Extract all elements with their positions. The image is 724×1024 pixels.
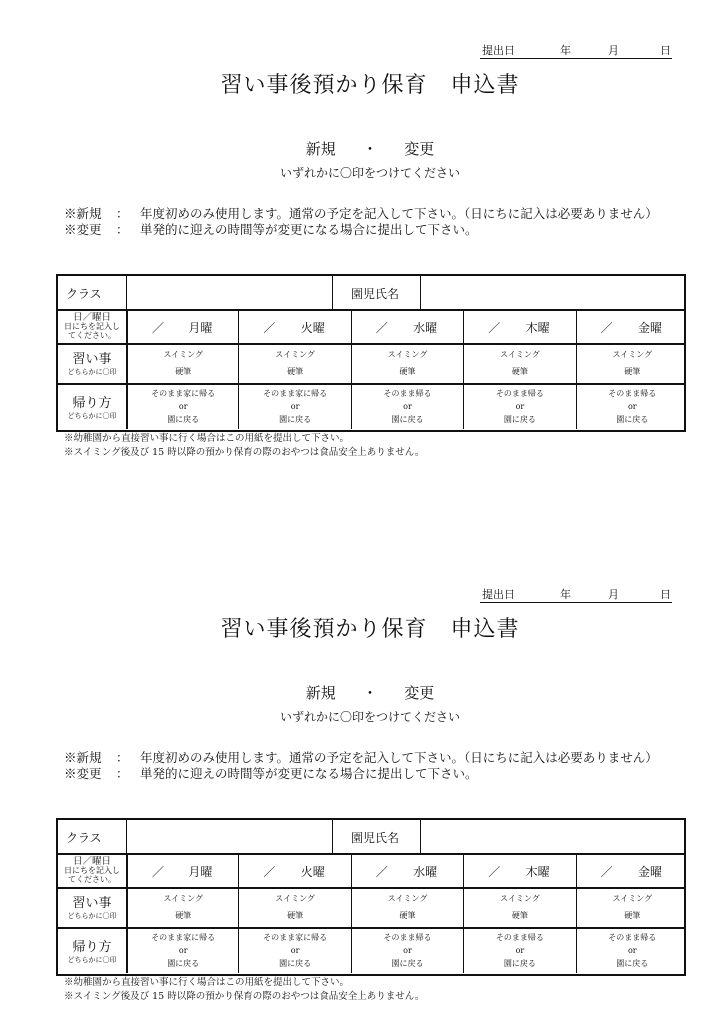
- date-label: 提出日: [482, 44, 515, 57]
- child-name-label: 園児氏名: [351, 287, 400, 301]
- calligraphy-option[interactable]: 硬筆: [175, 367, 192, 376]
- day-header-title: 日／曜日: [72, 312, 111, 323]
- class-input[interactable]: [126, 820, 332, 853]
- lesson-choice-cell: [238, 889, 350, 927]
- weekday-label: 金曜: [637, 320, 662, 335]
- swimming-option[interactable]: スイミング: [163, 894, 204, 903]
- calligraphy-option[interactable]: 硬筆: [624, 911, 641, 920]
- day-cell[interactable]: [351, 311, 463, 343]
- return-choice-cell: [351, 385, 463, 429]
- note-colon: ：: [116, 750, 129, 765]
- lesson-header-title: 習い事: [72, 896, 112, 911]
- weekday-label: 金曜: [637, 864, 662, 879]
- child-name-input[interactable]: [420, 820, 684, 853]
- weekday-label: 水曜: [413, 864, 438, 879]
- note-new: [64, 206, 658, 222]
- date-slash: ／: [152, 320, 165, 335]
- return-to-school-option[interactable]: 園に戻る: [167, 415, 200, 424]
- calligraphy-option[interactable]: 硬筆: [511, 367, 528, 376]
- weekday-label: 水曜: [413, 320, 438, 335]
- or-label: or: [627, 402, 637, 411]
- date-slash: ／: [152, 864, 165, 879]
- footnote-1: ※幼稚園から直接習い事に行く場合はこの用紙を提出して下さい。: [64, 433, 350, 444]
- date-month-label: 月: [608, 588, 619, 601]
- note-colon: ：: [116, 222, 129, 237]
- calligraphy-option[interactable]: 硬筆: [175, 911, 192, 920]
- kind-selector: [0, 138, 724, 159]
- date-day-label: 日: [660, 588, 671, 601]
- date-slash: ／: [600, 320, 613, 335]
- lesson-choice-cell: [576, 345, 688, 383]
- child-name-label-cell: [332, 276, 420, 309]
- return-header-cell: [58, 929, 126, 973]
- kind-instruction: いずれかに〇印をつけてください: [279, 166, 460, 180]
- or-label: or: [178, 946, 188, 955]
- return-to-school-option[interactable]: 園に戻る: [503, 959, 536, 968]
- note-text: 単発的に迎えの時間等が変更になる場合に提出して下さい。: [140, 766, 478, 781]
- kind-change-option[interactable]: 変更: [404, 684, 435, 702]
- go-home-option[interactable]: そのまま帰る: [383, 389, 432, 398]
- note-colon: ：: [116, 206, 129, 221]
- class-name-row: [58, 276, 684, 311]
- kind-instruction: いずれかに〇印をつけてください: [279, 710, 460, 724]
- return-to-school-option[interactable]: 園に戻る: [279, 959, 312, 968]
- note-text: 年度初めのみ使用します。通常の予定を記入して下さい。（日にちに記入は必要ありません）: [140, 206, 658, 221]
- return-choice-cell: [576, 385, 688, 429]
- day-header-note: 日にちを記入し: [64, 322, 120, 331]
- date-slash: ／: [488, 320, 501, 335]
- footnote-1: ※幼稚園から直接習い事に行く場合はこの用紙を提出して下さい。: [64, 977, 350, 988]
- return-to-school-option[interactable]: 園に戻る: [279, 415, 312, 424]
- date-day-label: 日: [660, 44, 671, 57]
- date-label: 提出日: [482, 588, 515, 601]
- swimming-option[interactable]: スイミング: [500, 350, 540, 359]
- swimming-option[interactable]: スイミング: [387, 894, 428, 903]
- schedule-table: [56, 274, 686, 432]
- kind-separator: ・: [362, 684, 378, 702]
- day-cell[interactable]: [351, 855, 463, 887]
- return-header-note: どちらかに〇印: [67, 412, 117, 420]
- note-label: ※変更: [64, 766, 102, 781]
- lesson-choice-cell: [238, 345, 350, 383]
- day-header-cell: [58, 855, 126, 887]
- application-form-2: [0, 544, 724, 1014]
- go-home-option[interactable]: そのまま帰る: [608, 933, 657, 942]
- footnote-2: ※スイミング後及び 15 時以降の預かり保育の際のおやつは食品安全上ありません。: [64, 447, 425, 458]
- lesson-choice-cell: [463, 889, 575, 927]
- day-cell[interactable]: [126, 855, 238, 887]
- lesson-header-note: どちらかに〇印: [67, 368, 117, 376]
- go-home-option[interactable]: そのまま帰る: [608, 389, 657, 398]
- lesson-row: [58, 889, 684, 929]
- kind-selector: [0, 682, 724, 703]
- day-header-note: てください。: [68, 875, 116, 884]
- weekday-label: 火曜: [300, 864, 325, 879]
- form-title: 習い事後預かり保育 申込書: [220, 73, 520, 98]
- return-choice-cell: [463, 385, 575, 429]
- note-new: [64, 750, 658, 766]
- return-to-school-option[interactable]: 園に戻る: [616, 415, 649, 424]
- date-year-label: 年: [560, 588, 571, 601]
- swimming-option[interactable]: スイミング: [612, 350, 653, 359]
- or-label: or: [290, 402, 300, 411]
- return-header-title: 帰り方: [72, 396, 112, 411]
- lesson-choice-cell: [351, 889, 463, 927]
- class-input[interactable]: [126, 276, 332, 309]
- or-label: or: [403, 946, 412, 955]
- lesson-choice-cell: [126, 345, 238, 383]
- lesson-header-note: どちらかに〇印: [67, 912, 117, 920]
- schedule-table: [56, 818, 686, 976]
- note-change: [64, 766, 478, 782]
- date-slash: ／: [600, 864, 613, 879]
- date-slash: ／: [263, 864, 276, 879]
- calligraphy-option[interactable]: 硬筆: [399, 367, 416, 376]
- swimming-option[interactable]: スイミング: [275, 350, 315, 359]
- class-label-cell: [58, 276, 126, 309]
- class-label: クラス: [66, 831, 102, 845]
- note-change: [64, 222, 478, 238]
- swimming-option[interactable]: スイミング: [612, 894, 653, 903]
- day-row: [58, 855, 684, 889]
- calligraphy-option[interactable]: 硬筆: [624, 367, 641, 376]
- lesson-choice-cell: [463, 345, 575, 383]
- weekday-label: 月曜: [188, 864, 213, 879]
- child-name-label: 園児氏名: [351, 831, 400, 845]
- day-cell[interactable]: [463, 855, 575, 887]
- swimming-option[interactable]: スイミング: [275, 894, 315, 903]
- weekday-label: 木曜: [525, 320, 550, 335]
- class-label: クラス: [66, 287, 102, 301]
- note-label: ※新規: [64, 750, 102, 765]
- weekday-label: 火曜: [300, 320, 325, 335]
- go-home-option[interactable]: そのまま帰る: [495, 933, 544, 942]
- day-cell[interactable]: [238, 311, 350, 343]
- date-slash: ／: [375, 320, 388, 335]
- submission-date-field[interactable]: [480, 588, 672, 603]
- lesson-choice-cell: [351, 345, 463, 383]
- go-home-option[interactable]: そのまま家に帰る: [263, 933, 328, 942]
- day-header-title: 日／曜日: [72, 856, 111, 867]
- kind-change-option[interactable]: 変更: [404, 140, 435, 158]
- swimming-option[interactable]: スイミング: [387, 350, 428, 359]
- note-label: ※新規: [64, 206, 102, 221]
- calligraphy-option[interactable]: 硬筆: [287, 911, 304, 920]
- return-to-school-option[interactable]: 園に戻る: [391, 959, 424, 968]
- day-cell[interactable]: [463, 311, 575, 343]
- or-label: or: [403, 402, 412, 411]
- calligraphy-option[interactable]: 硬筆: [511, 911, 528, 920]
- calligraphy-option[interactable]: 硬筆: [399, 911, 416, 920]
- swimming-option[interactable]: スイミング: [163, 350, 204, 359]
- application-form-1: [0, 0, 724, 470]
- note-text: 年度初めのみ使用します。通常の予定を記入して下さい。（日にちに記入は必要ありません）: [140, 750, 658, 765]
- return-choice-cell: [126, 385, 238, 429]
- or-label: or: [515, 402, 525, 411]
- go-home-option[interactable]: そのまま家に帰る: [151, 389, 216, 398]
- class-label-cell: [58, 820, 126, 853]
- return-header-note: どちらかに〇印: [67, 956, 117, 964]
- go-home-option[interactable]: そのまま帰る: [383, 933, 432, 942]
- return-choice-cell: [126, 929, 238, 973]
- note-colon: ：: [116, 766, 129, 781]
- go-home-option[interactable]: そのまま家に帰る: [263, 389, 328, 398]
- return-choice-cell: [238, 385, 350, 429]
- return-choice-cell: [238, 929, 350, 973]
- date-slash: ／: [263, 320, 276, 335]
- or-label: or: [515, 946, 525, 955]
- note-text: 単発的に迎えの時間等が変更になる場合に提出して下さい。: [140, 222, 478, 237]
- submission-date-field[interactable]: [480, 44, 672, 59]
- or-label: or: [290, 946, 300, 955]
- go-home-option[interactable]: そのまま帰る: [495, 389, 544, 398]
- kind-new-option[interactable]: 新規: [305, 140, 336, 158]
- day-cell[interactable]: [576, 855, 688, 887]
- class-name-row: [58, 820, 684, 855]
- return-to-school-option[interactable]: 園に戻る: [616, 959, 649, 968]
- date-slash: ／: [375, 864, 388, 879]
- footnote-2: ※スイミング後及び 15 時以降の預かり保育の際のおやつは食品安全上ありません。: [64, 991, 425, 1002]
- child-name-input[interactable]: [420, 276, 684, 309]
- or-label: or: [178, 402, 188, 411]
- calligraphy-option[interactable]: 硬筆: [287, 367, 304, 376]
- form-title: 習い事後預かり保育 申込書: [220, 617, 520, 642]
- day-cell[interactable]: [576, 311, 688, 343]
- note-label: ※変更: [64, 222, 102, 237]
- child-name-label-cell: [332, 820, 420, 853]
- date-slash: ／: [488, 864, 501, 879]
- return-row: [58, 385, 684, 429]
- return-to-school-option[interactable]: 園に戻る: [167, 959, 200, 968]
- go-home-option[interactable]: そのまま家に帰る: [151, 933, 216, 942]
- lesson-header-cell: [58, 889, 126, 927]
- date-month-label: 月: [608, 44, 619, 57]
- day-header-note: 日にちを記入し: [64, 866, 120, 875]
- kind-new-option[interactable]: 新規: [305, 684, 336, 702]
- return-row: [58, 929, 684, 973]
- day-cell[interactable]: [238, 855, 350, 887]
- return-choice-cell: [576, 929, 688, 973]
- return-header-title: 帰り方: [72, 940, 112, 955]
- lesson-choice-cell: [126, 889, 238, 927]
- return-to-school-option[interactable]: 園に戻る: [503, 415, 536, 424]
- lesson-choice-cell: [576, 889, 688, 927]
- day-cell[interactable]: [126, 311, 238, 343]
- or-label: or: [627, 946, 637, 955]
- lesson-row: [58, 345, 684, 385]
- return-choice-cell: [463, 929, 575, 973]
- return-to-school-option[interactable]: 園に戻る: [391, 415, 424, 424]
- day-row: [58, 311, 684, 345]
- kind-separator: ・: [362, 140, 378, 158]
- lesson-header-title: 習い事: [72, 352, 112, 367]
- weekday-label: 月曜: [188, 320, 213, 335]
- date-year-label: 年: [560, 44, 571, 57]
- weekday-label: 木曜: [525, 864, 550, 879]
- lesson-header-cell: [58, 345, 126, 383]
- day-header-note: てください。: [68, 331, 116, 340]
- swimming-option[interactable]: スイミング: [500, 894, 540, 903]
- return-header-cell: [58, 385, 126, 429]
- return-choice-cell: [351, 929, 463, 973]
- day-header-cell: [58, 311, 126, 343]
